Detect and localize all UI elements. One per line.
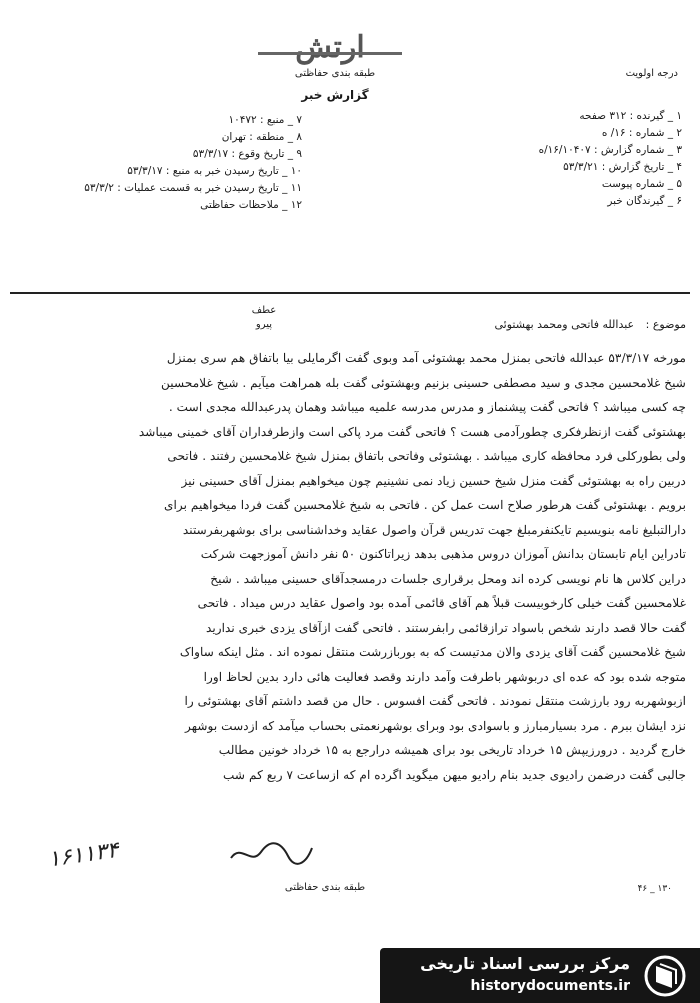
right-fields — [412, 108, 682, 210]
body-line: برویم . بهشتوئی گفت هرطور صلاح است عمل کن . فاتحی به شیخ غلامحسین گفت فردا میخواهیم برای — [164, 498, 686, 512]
report-body — [16, 346, 686, 787]
body-line: ولی بطورکلی فرد محافظه کاری میباشد . بهشتوئی وفاتحی باتفاق بمنزل شیخ غلامحسین رفتند . فاتحی — [167, 449, 686, 463]
footer-classification: طبقه بندی حفاظتی — [284, 882, 366, 893]
field-source-received-date: ۱۰ _ تاریخ رسیدن خبر به منبع : ۵۳/۳/۱۷ — [127, 165, 302, 177]
watermark-banner — [380, 948, 700, 1003]
priority-label: درجه اولویت — [625, 68, 678, 79]
archive-logo-icon — [642, 954, 688, 998]
field-occurrence-date: ۹ _ تاریخ وقوع : ۵۳/۳/۱۷ — [192, 148, 302, 160]
left-fields — [12, 112, 302, 214]
body-line: شیخ غلامحسین مجدی و سید مصطفی حسینی بزنیم وبهشتوئی گفت بله همراهت میآیم . شیخ غلامحسین — [161, 375, 686, 390]
body-line: دربین راه به بهشتوئی گفت منزل شیخ حسین زیاد نمی نشینیم چون میخواهیم بمنزل آقای حسینی نیز — [181, 473, 686, 488]
footer-code: ۴۶ _ ۱۳۰ — [637, 884, 672, 894]
field-news-recipients: ۶ _ گیرندگان خبر — [607, 195, 682, 207]
reference-label: عطف — [251, 305, 277, 316]
body-line: چه کسی میباشد ؟ فاتحی گفت پیشنماز و مدرس مدرسه علمیه میباشد وهمان پدرعبدالله مجدی است . — [168, 400, 686, 414]
reference-box — [246, 304, 282, 332]
field-operations-received-date: ۱۱ _ تاریخ رسیدن خبر به قسمت عملیات : ۵۳/۳/۲ — [84, 182, 302, 194]
field-report-date: ۴ _ تاریخ گزارش : ۵۳/۳/۲۱ — [563, 161, 682, 173]
field-source: ۷ _ منبع : ۱۰۴۷۲ — [228, 114, 302, 126]
body-line: بهشتوئی گفت ازنظرفکری چطورآدمی هست ؟ فاتحی گفت مرد پاکی است وازطرفداران آقای خمینی میباشد — [138, 424, 686, 439]
body-line: ازبوشهربه رود بارزشت منتقل نمودند . فاتحی گفت افسوس . حال من قصد داشتم آقای بهشتوئی را — [184, 694, 686, 708]
follow-up-label: پیرو — [255, 319, 273, 330]
army-stamp: ارتش — [250, 30, 410, 70]
subject-label: موضوع : — [645, 318, 686, 331]
body-line: دراین کلاس ها نام نویسی کرده اند ومحل برقراری جلسات درمسجدآقای حسینی میباشد . شیخ — [210, 571, 686, 586]
watermark-arabic: مرکز بررسی اسناد تاریخی — [420, 954, 630, 973]
body-line: نزد ایشان ببرم . مرد بسیارمبارز و باسوادی بود وبرای بوشهرنعمتی بحساب میآمد که ازدست بوشهر — [184, 718, 686, 733]
field-region: ۸ _ منطقه : تهران — [221, 131, 302, 143]
watermark-url: historydocuments.ir — [470, 978, 630, 994]
header-divider — [10, 292, 690, 294]
field-recipient: ۱ _ گیرنده : ۳۱۲ صفحه — [579, 110, 682, 122]
signature-scribble — [226, 838, 316, 868]
body-line: متوجه شده بود که عده ای دربوشهر باطرفت وآمد دارند وقصد فعالیت هائی دارد بدین لحاظ اورا — [203, 669, 686, 684]
handwritten-number: ۱۶۱۱۳۴ — [46, 837, 121, 873]
body-line: جالبی گفت درضمن رادیوی جدید بنام رادیو میهن میگوید اگرده ام که ازساعت ۷ ربع کم شب — [222, 767, 686, 782]
field-report-number: ۳ _ شماره گزارش : ۱۶/۱۰۴۰۷/ه — [538, 144, 682, 156]
field-security-notes: ۱۲ _ ملاحظات حفاظتی — [200, 199, 302, 211]
body-line: خارج گردید . درورزیپش ۱۵ خرداد تاریخی بود برای همیشه درارجع به ۱۵ خرداد خونین مطالب — [218, 743, 686, 757]
field-attachment-number: ۵ _ شماره پیوست — [601, 178, 682, 190]
body-line: گفت حالا قصد دارند شخص باسواد ترازقائمی رابفرستند . فاتحی گفت ازآقای یزدی خبری ندارید — [205, 620, 686, 635]
field-number: ۲ _ شماره : ۱۶/ ه — [601, 127, 682, 139]
classification-label: طبقه بندی حفاظتی — [294, 68, 376, 79]
body-line: مورخه ۵۳/۳/۱۷ عبدالله فاتحی بمنزل محمد بهشتوئی آمد وبوی گفت اگرمایلی بیا باتفاق هم سری بمنزل — [166, 351, 686, 365]
body-line: شیخ غلامحسین گفت آقای یزدی والان مدتیست که به بوربازرشت منتقل نموده اند . مثل اینکه ساواک — [179, 645, 686, 659]
body-line: تادراین ایام تابستان بدانش آموزان دروس مذهبی بدهد زیراتاکنون ۵۰ نفر دانش آموزجهت شرکت — [200, 547, 686, 561]
subject-value: عبدالله فاتحی ومحمد بهشتوئی — [494, 318, 635, 331]
subject-row — [396, 318, 686, 331]
report-title: گزارش خبر — [301, 88, 369, 102]
body-line: غلامحسین گفت خیلی کارخوبیست قبلاً هم آقای قائمی آمده بود واصول عقاید درس میداد . فاتحی — [197, 596, 686, 610]
body-line: دارالتبلیغ نامه بنویسیم تایکنفرمبلغ جهت تدریس قرآن واصول عقاید وخداشناسی برای بوشهربفرستند — [182, 522, 686, 537]
